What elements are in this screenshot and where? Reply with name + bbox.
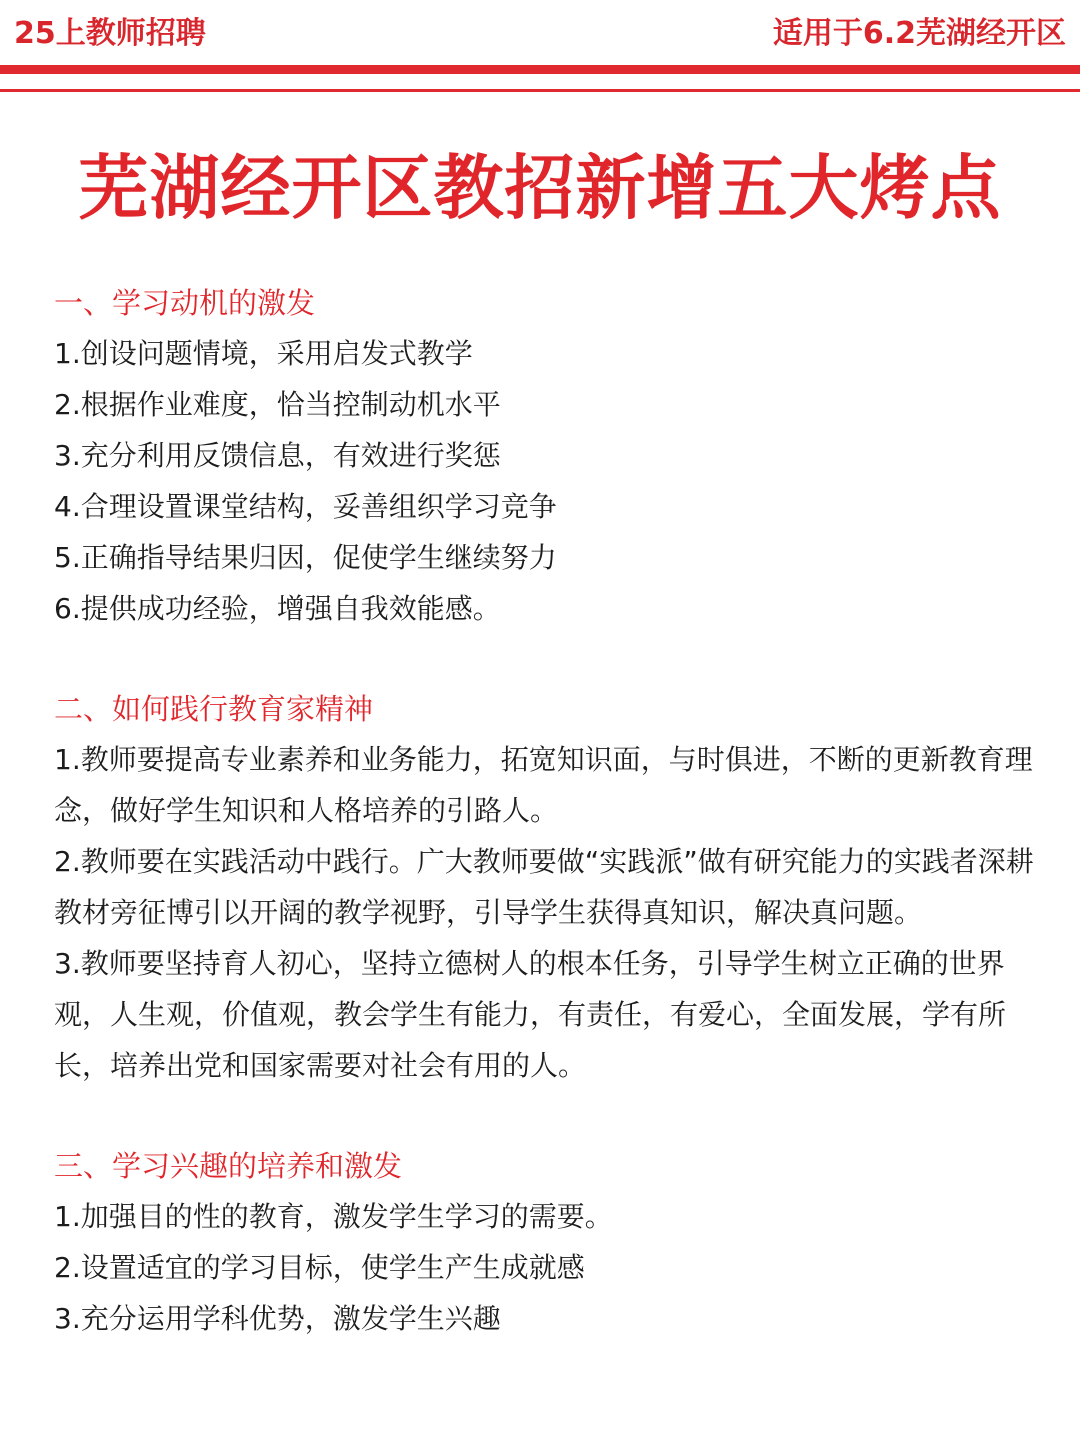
header-left-label: 25上教师招聘 (14, 16, 206, 51)
list-item: 1.创设问题情境，采用启发式教学 (54, 337, 473, 370)
section-list (54, 1191, 1034, 1344)
list-item: 4.合理设置课堂结构，妥善组织学习竞争 (54, 490, 557, 523)
header-bar (0, 0, 1080, 64)
header-divider-thin (0, 89, 1080, 92)
section-heading: 三、学习兴趣的培养和激发 (54, 1149, 403, 1183)
list-item: 2.根据作业难度，恰当控制动机水平 (54, 388, 501, 421)
header-divider-thick (0, 65, 1080, 74)
list-item: 5.正确指导结果归因，促使学生继续努力 (54, 541, 557, 574)
list-item: 6.提供成功经验，增强自我效能感。 (54, 592, 501, 625)
section-list (54, 734, 1034, 1091)
page-title: 芜湖经开区教招新增五大烤点 (78, 147, 1002, 229)
header-right-label: 适用于6.2芜湖经开区 (772, 16, 1066, 51)
section-heading: 一、学习动机的激发 (54, 286, 316, 320)
list-item: 2.设置适宜的学习目标，使学生产生成就感 (54, 1251, 585, 1284)
list-item: 3.充分运用学科优势，激发学生兴趣 (54, 1302, 501, 1335)
article-body (54, 278, 1034, 1344)
list-item: 3.充分利用反馈信息，有效进行奖惩 (54, 439, 501, 472)
section-list (54, 328, 1034, 634)
section-educator-spirit (54, 684, 1034, 1091)
list-item: 1.加强目的性的教育，激发学生学习的需要。 (54, 1200, 613, 1233)
section-motivation (54, 278, 1034, 634)
list-item: 3.教师要坚持育人初心，坚持立德树人的根本任务，引导学生树立正确的世界观，人生观，价值观，教会学生有能力，有责任，有爱心，全面发展，学有所长，培养出党和国家需要对社会有用的人。 (54, 947, 1007, 1082)
section-heading: 二、如何践行教育家精神 (54, 692, 374, 726)
list-item: 2.教师要在实践活动中践行。广大教师要做“实践派”做有研究能力的实践者深耕教材旁征博引以开阔的教学视野，引导学生获得真知识，解决真问题。 (54, 845, 1034, 929)
section-interest (54, 1141, 1034, 1344)
list-item: 1.教师要提高专业素养和业务能力，拓宽知识面，与时俱进，不断的更新教育理念，做好学生知识和人格培养的引路人。 (54, 743, 1033, 827)
